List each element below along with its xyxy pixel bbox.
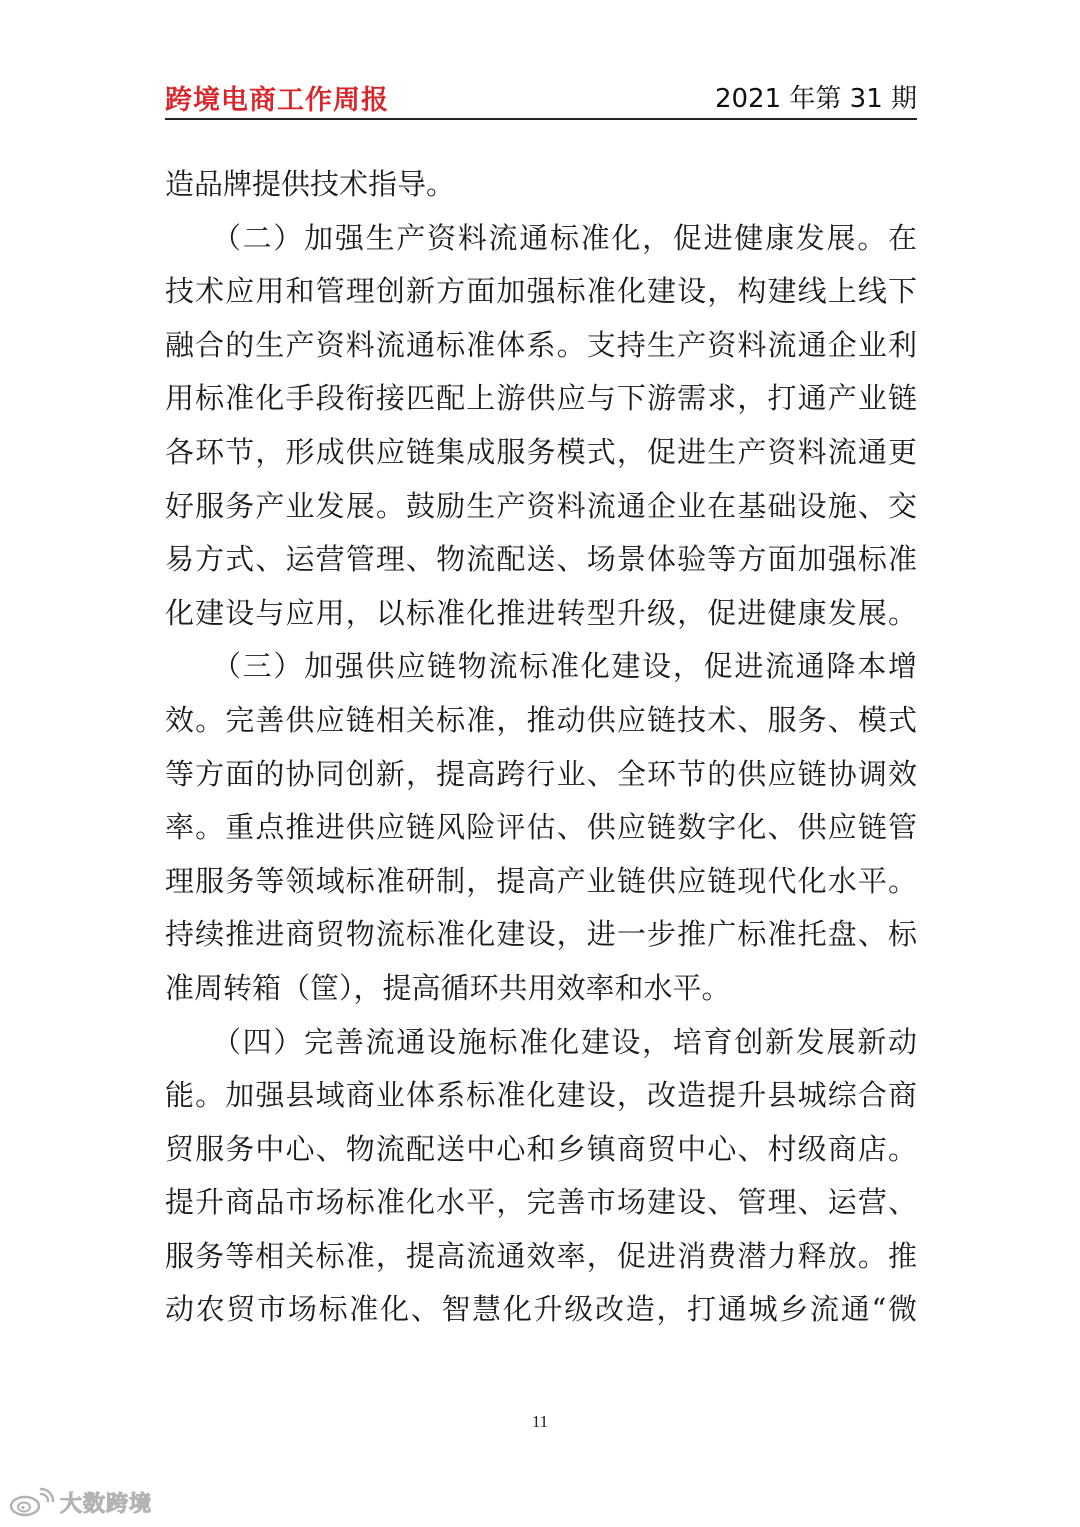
text-line: 能。加强县域商业体系标准化建设，改造提升县城综合商 — [165, 1078, 917, 1113]
text-line: 服务等相关标准，提高流通效率，促进消费潜力释放。推 — [165, 1238, 917, 1273]
text-line: 效。完善供应链相关标准，推动供应链技术、服务、模式 — [165, 702, 917, 737]
text-line: 造品牌提供技术指导。 — [165, 167, 456, 201]
body-text — [165, 158, 917, 1337]
text-line: 持续推进商贸物流标准化建设，进一步推广标准托盘、标 — [165, 917, 917, 952]
text-line: 准周转箱（筐），提高循环共用效率和水平。 — [165, 970, 731, 1005]
publication-title: 跨境电商工作周报 — [165, 85, 389, 116]
text-line: （二）加强生产资料流通标准化，促进健康发展。在 — [165, 220, 917, 255]
issue-number: 2021 年第 31 期 — [714, 84, 917, 114]
text-line: （四）完善流通设施标准化建设，培育创新发展新动 — [165, 1024, 917, 1059]
text-line: 融合的生产资料流通标准体系。支持生产资料流通企业利 — [165, 327, 917, 362]
page-header — [165, 76, 917, 120]
text-line: 理服务等领域标准研制，提高产业链供应链现代化水平。 — [165, 863, 917, 898]
text-line: 化建设与应用，以标准化推进转型升级，促进健康发展。 — [165, 595, 917, 630]
text-line: 易方式、运营管理、物流配送、场景体验等方面加强标准 — [165, 542, 917, 577]
text-line: 率。重点推进供应链风险评估、供应链数字化、供应链管 — [165, 810, 917, 845]
text-line: 好服务产业发展。鼓励生产资料流通企业在基础设施、交 — [165, 488, 917, 523]
text-line: 技术应用和管理创新方面加强标准化建设，构建线上线下 — [165, 274, 917, 309]
text-line: 各环节，形成供应链集成服务模式，促进生产资料流通更 — [165, 434, 917, 469]
page-number: 11 — [531, 1412, 549, 1431]
watermark-text: 大数跨境 — [60, 1491, 153, 1517]
text-line: 贸服务中心、物流配送中心和乡镇商贸中心、村级商店。 — [165, 1131, 917, 1166]
weibo-logo-icon — [8, 1487, 54, 1517]
text-line: 提升商品市场标准化水平，完善市场建设、管理、运营、 — [165, 1185, 917, 1220]
watermark — [8, 1482, 152, 1522]
text-line: 等方面的协同创新，提高跨行业、全环节的供应链协调效 — [165, 756, 917, 791]
text-line: （三）加强供应链物流标准化建设，促进流通降本增 — [165, 649, 917, 684]
text-line: 动农贸市场标准化、智慧化升级改造，打通城乡流通“微 — [165, 1292, 917, 1327]
text-line: 用标准化手段衔接匹配上游供应与下游需求，打通产业链 — [165, 381, 917, 416]
